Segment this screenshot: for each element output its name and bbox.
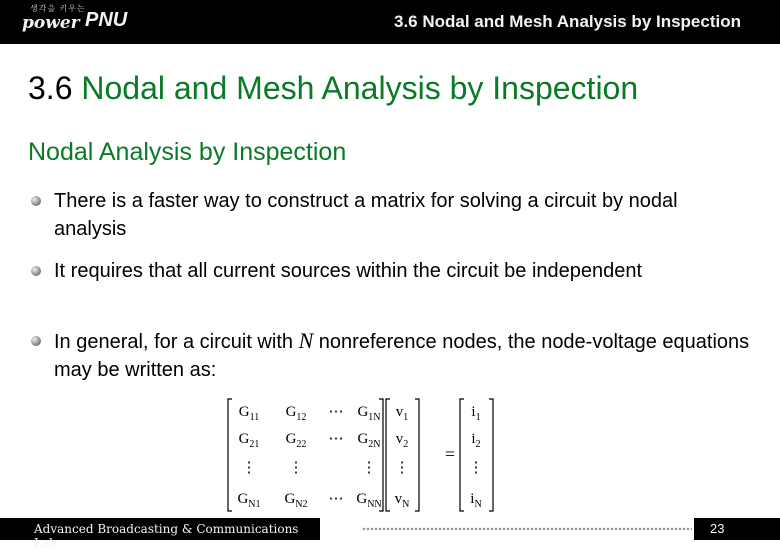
page-number: 23 — [710, 521, 725, 536]
slide-title-text: Nodal and Mesh Analysis by Inspection — [81, 70, 639, 106]
bullet-icon — [31, 196, 41, 206]
logo-tagline: 생각을 키우는 — [30, 4, 86, 13]
vector-v-cell: $v_N$ — [394, 491, 410, 510]
vector-v-cell: ⋮ — [394, 460, 410, 476]
matrix-g-cell: ⋮ — [361, 460, 377, 476]
page-number-box — [694, 518, 780, 540]
matrix-g-cell: ⋯ — [328, 491, 344, 507]
bullet-icon — [31, 266, 41, 276]
vector-i-cell: $i_1$ — [471, 404, 481, 423]
matrix-g-cell: ⋯ — [328, 404, 344, 420]
footer-lab-bar — [0, 518, 320, 550]
vector-i-cell: ⋮ — [468, 460, 484, 476]
vector-i-cell: $i_2$ — [471, 431, 481, 450]
matrix-g-cell: $G_{21}$ — [238, 431, 260, 450]
bullet-item — [54, 187, 754, 243]
matrix-g-cell: ⋯ — [328, 431, 344, 447]
matrix-g-cell: ⋮ — [241, 460, 257, 476]
bullet-text: There is a faster way to construct a matrix for solving a circuit by nodal analysis — [54, 190, 678, 240]
slide-title — [28, 70, 638, 107]
matrix-g-cell: $G_{22}$ — [285, 431, 307, 450]
vector-i-cell: $i_N$ — [470, 491, 482, 510]
bullet-item — [54, 257, 754, 285]
bullet-variable: N — [298, 328, 314, 353]
header-bar — [0, 0, 780, 44]
logo-pnu: PNU — [85, 9, 128, 31]
bullet-text-end: nonreference nodes, the node-voltage equations may be written as: — [54, 331, 750, 381]
matrix-g-cell: ⋮ — [288, 460, 304, 476]
logo-power: power — [22, 13, 80, 33]
section-heading: Nodal Analysis by Inspection — [28, 138, 347, 166]
footer-lab-name: Advanced Broadcasting & Communications Lab. — [34, 522, 299, 550]
vector-v-cell: $v_2$ — [395, 431, 409, 450]
vector-v-cell: $v_1$ — [395, 404, 409, 423]
bullet-item — [54, 327, 754, 384]
matrix-g-cell: $G_{N1}$ — [237, 491, 261, 510]
footer-dotted-line — [362, 527, 692, 531]
header-title: 3.6 Nodal and Mesh Analysis by Inspection — [393, 12, 741, 31]
bullet-icon — [31, 336, 41, 346]
slide-title-number: 3.6 — [28, 70, 73, 106]
matrix-g-cell: $G_{11}$ — [238, 404, 260, 423]
matrix-g-cell: $G_{N2}$ — [284, 491, 308, 510]
bullet-text: It requires that all current sources within the circuit be independent — [54, 260, 643, 282]
matrix-g-cell: $G_{NN}$ — [356, 491, 382, 510]
bullet-text-start: In general, for a circuit with — [54, 331, 299, 353]
matrix-g-cell: $G_{12}$ — [285, 404, 307, 423]
matrix-equation — [224, 396, 504, 514]
matrix-g-cell: $G_{1N}$ — [357, 404, 381, 423]
equals-sign: = — [444, 444, 456, 464]
matrix-g-cell: $G_{2N}$ — [357, 431, 381, 450]
